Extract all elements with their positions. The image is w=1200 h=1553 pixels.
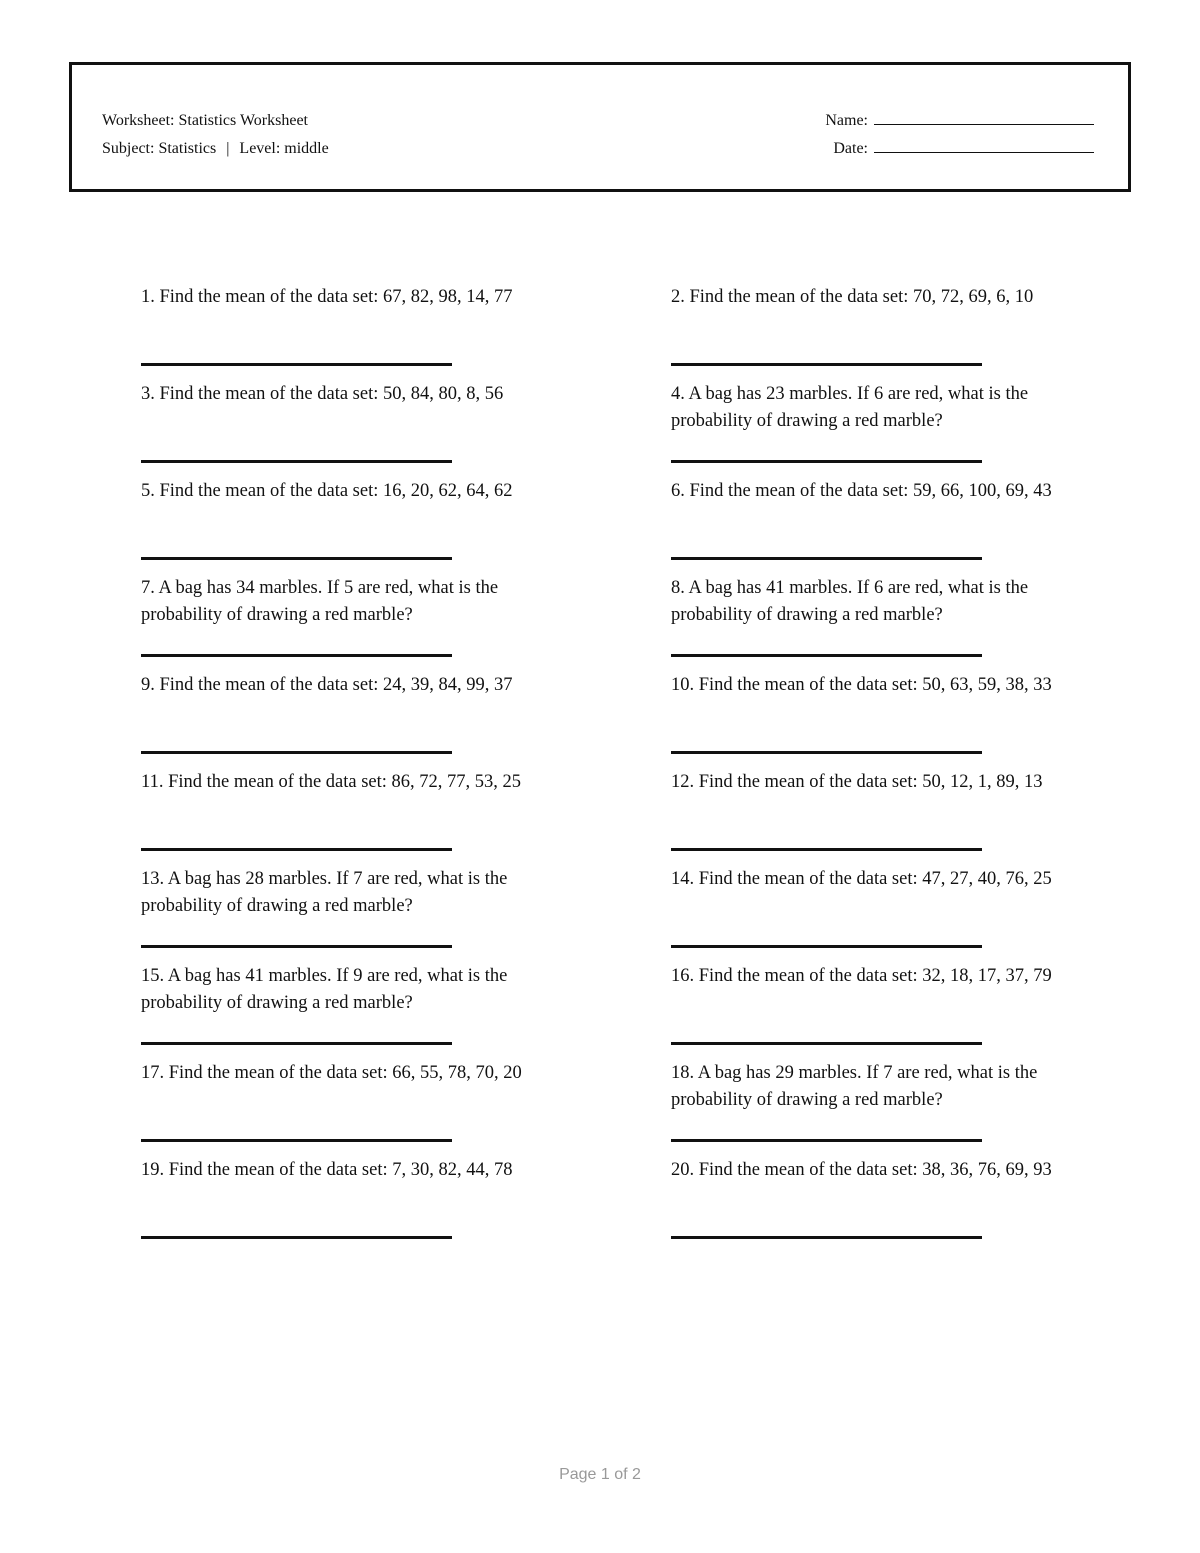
question-text: 12. Find the mean of the data set: 50, 12, 1, 89, 13 (671, 772, 1043, 792)
question-item (141, 1156, 571, 1253)
answer-line[interactable] (141, 363, 452, 366)
answer-line[interactable] (671, 1236, 982, 1239)
question-text: 16. Find the mean of the data set: 32, 18, 17, 37, 79 (671, 966, 1052, 986)
question-item (671, 671, 1101, 768)
header-info (102, 107, 329, 163)
level-label: Level: middle (239, 140, 329, 157)
question-item (141, 477, 571, 574)
answer-line[interactable] (671, 945, 982, 948)
question-item (141, 380, 571, 477)
question-text: 17. Find the mean of the data set: 66, 55, 78, 70, 20 (141, 1063, 522, 1083)
questions-grid (141, 283, 1101, 1253)
question-item (141, 962, 571, 1059)
question-item (671, 865, 1101, 962)
question-item (671, 1059, 1101, 1156)
question-item (141, 671, 571, 768)
question-item (671, 768, 1101, 865)
answer-line[interactable] (671, 654, 982, 657)
question-text: 15. A bag has 41 marbles. If 9 are red, what is the probability of drawing a red marble? (141, 966, 508, 1013)
question-item (671, 477, 1101, 574)
answer-line[interactable] (141, 460, 452, 463)
date-blank[interactable] (874, 138, 1094, 153)
worksheet-title: Worksheet: Statistics Worksheet (102, 112, 308, 129)
question-item (141, 768, 571, 865)
answer-line[interactable] (141, 945, 452, 948)
page-number: Page 1 of 2 (559, 1466, 641, 1483)
question-text: 5. Find the mean of the data set: 16, 20, 62, 64, 62 (141, 481, 513, 501)
question-text: 7. A bag has 34 marbles. If 5 are red, what is the probability of drawing a red marble? (141, 578, 499, 625)
subject-label: Subject: Statistics (102, 140, 217, 157)
question-text: 1. Find the mean of the data set: 67, 82, 98, 14, 77 (141, 287, 513, 307)
question-text: 20. Find the mean of the data set: 38, 36, 76, 69, 93 (671, 1160, 1052, 1180)
question-item (671, 283, 1101, 380)
question-item (671, 962, 1101, 1059)
question-text: 11. Find the mean of the data set: 86, 72, 77, 53, 25 (141, 772, 522, 792)
answer-line[interactable] (141, 557, 452, 560)
question-text: 8. A bag has 41 marbles. If 6 are red, what is the probability of drawing a red marble? (671, 578, 1029, 625)
header-meta (102, 135, 329, 163)
answer-line[interactable] (671, 1042, 982, 1045)
header-fields (825, 107, 1094, 163)
answer-line[interactable] (141, 654, 452, 657)
date-field (825, 135, 1094, 163)
name-label: Name: (825, 112, 868, 129)
question-text: 10. Find the mean of the data set: 50, 63, 59, 38, 33 (671, 675, 1052, 695)
name-field (825, 107, 1094, 135)
answer-line[interactable] (141, 848, 452, 851)
worksheet-header (69, 62, 1131, 192)
question-text: 4. A bag has 23 marbles. If 6 are red, what is the probability of drawing a red marble? (671, 384, 1029, 431)
answer-line[interactable] (671, 460, 982, 463)
question-item (671, 1156, 1101, 1253)
answer-line[interactable] (671, 363, 982, 366)
answer-line[interactable] (671, 848, 982, 851)
question-item (141, 865, 571, 962)
answer-line[interactable] (671, 1139, 982, 1142)
question-text: 18. A bag has 29 marbles. If 7 are red, what is the probability of drawing a red marble? (671, 1063, 1038, 1110)
question-text: 14. Find the mean of the data set: 47, 27, 40, 76, 25 (671, 869, 1052, 889)
question-text: 13. A bag has 28 marbles. If 7 are red, what is the probability of drawing a red marble? (141, 869, 508, 916)
answer-line[interactable] (141, 1236, 452, 1239)
question-item (671, 574, 1101, 671)
question-text: 3. Find the mean of the data set: 50, 84, 80, 8, 56 (141, 384, 504, 404)
answer-line[interactable] (141, 751, 452, 754)
answer-line[interactable] (141, 1139, 452, 1142)
answer-line[interactable] (671, 557, 982, 560)
answer-line[interactable] (671, 751, 982, 754)
question-item (671, 380, 1101, 477)
question-item (141, 283, 571, 380)
name-blank[interactable] (874, 110, 1094, 125)
answer-line[interactable] (141, 1042, 452, 1045)
question-text: 9. Find the mean of the data set: 24, 39, 84, 99, 37 (141, 675, 513, 695)
meta-separator: | (226, 140, 230, 157)
question-text: 19. Find the mean of the data set: 7, 30, 82, 44, 78 (141, 1160, 513, 1180)
date-label: Date: (833, 140, 868, 157)
question-item (141, 574, 571, 671)
question-text: 2. Find the mean of the data set: 70, 72, 69, 6, 10 (671, 287, 1034, 307)
question-item (141, 1059, 571, 1156)
question-text: 6. Find the mean of the data set: 59, 66, 100, 69, 43 (671, 481, 1052, 501)
